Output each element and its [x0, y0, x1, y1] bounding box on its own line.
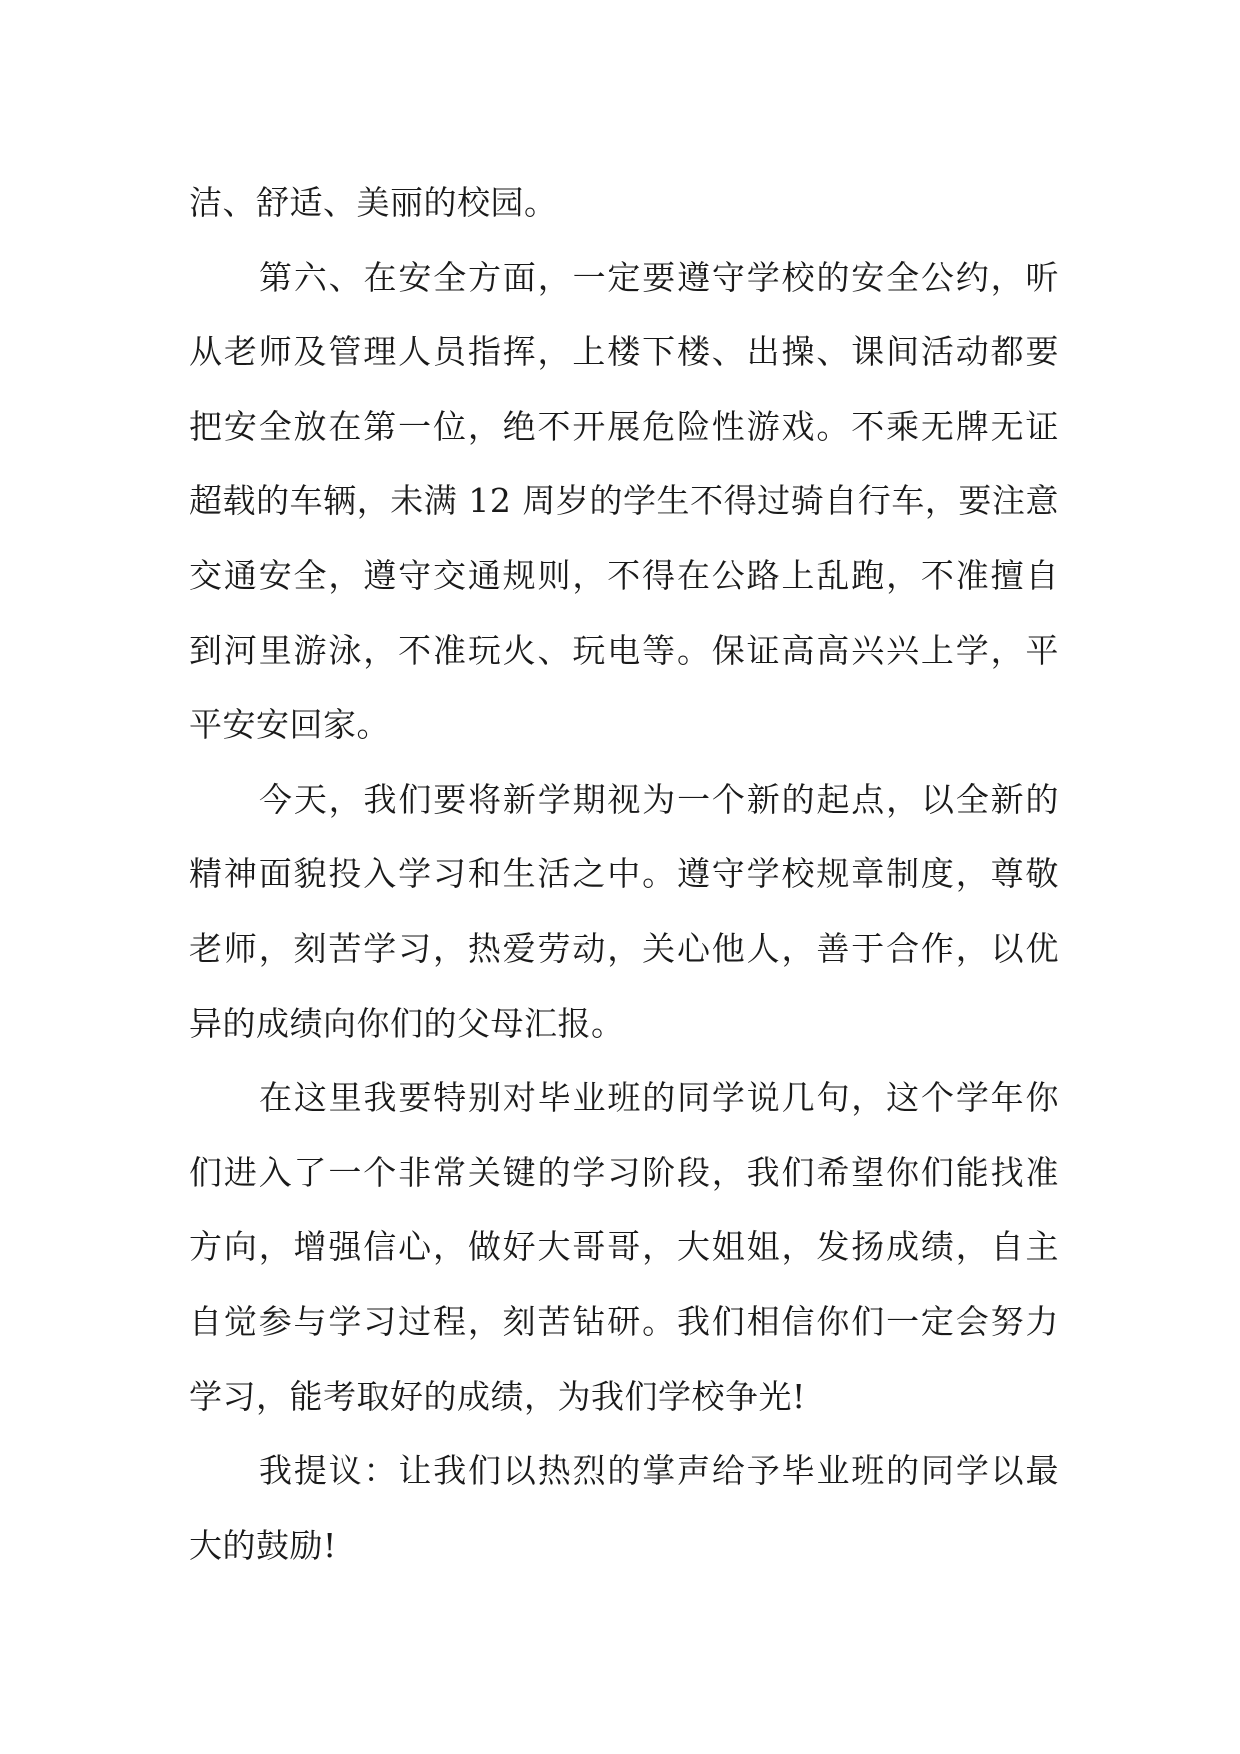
text-line: 我提议：让我们以热烈的掌声给予毕业班的同学以最: [259, 1451, 1059, 1491]
text-line: 精神面貌投入学习和生活之中。遵守学校规章制度，尊敬: [189, 854, 1059, 894]
text-line: 把安全放在第一位，绝不开展危险性游戏。不乘无牌无证: [189, 406, 1059, 446]
text-line: 自觉参与学习过程，刻苦钻研。我们相信你们一定会努力: [189, 1301, 1059, 1341]
text-line: 们进入了一个非常关键的学习阶段，我们希望你们能找准: [189, 1152, 1059, 1192]
text-line: 大的鼓励!: [189, 1525, 337, 1565]
text-line: 洁、舒适、美丽的校园。: [189, 183, 558, 222]
text-line: 交通安全，遵守交通规则，不得在公路上乱跑，不准擅自: [189, 555, 1059, 595]
document-text-body: [189, 166, 1059, 1583]
text-line: 今天，我们要将新学期视为一个新的起点，以全新的: [259, 779, 1059, 819]
text-line: 超载的车辆，未满 12 周岁的学生不得过骑自行车，要注意: [189, 481, 1059, 521]
text-line: 学习，能考取好的成绩，为我们学校争光!: [189, 1376, 806, 1416]
text-line: 平安安回家。: [189, 705, 390, 745]
text-line: 老师，刻苦学习，热爱劳动，关心他人，善于合作，以优: [189, 928, 1059, 968]
text-line: 方向，增强信心，做好大哥哥，大姐姐，发扬成绩，自主: [189, 1227, 1059, 1267]
text-line: 第六、在安全方面，一定要遵守学校的安全公约，听: [259, 257, 1059, 297]
text-line: 到河里游泳，不准玩火、玩电等。保证高高兴兴上学，平: [189, 630, 1059, 670]
text-line: 在这里我要特别对毕业班的同学说几句，这个学年你: [259, 1078, 1059, 1118]
text-line: 从老师及管理人员指挥，上楼下楼、出操、课间活动都要: [189, 332, 1059, 372]
text-line: 异的成绩向你们的父母汇报。: [189, 1003, 625, 1043]
